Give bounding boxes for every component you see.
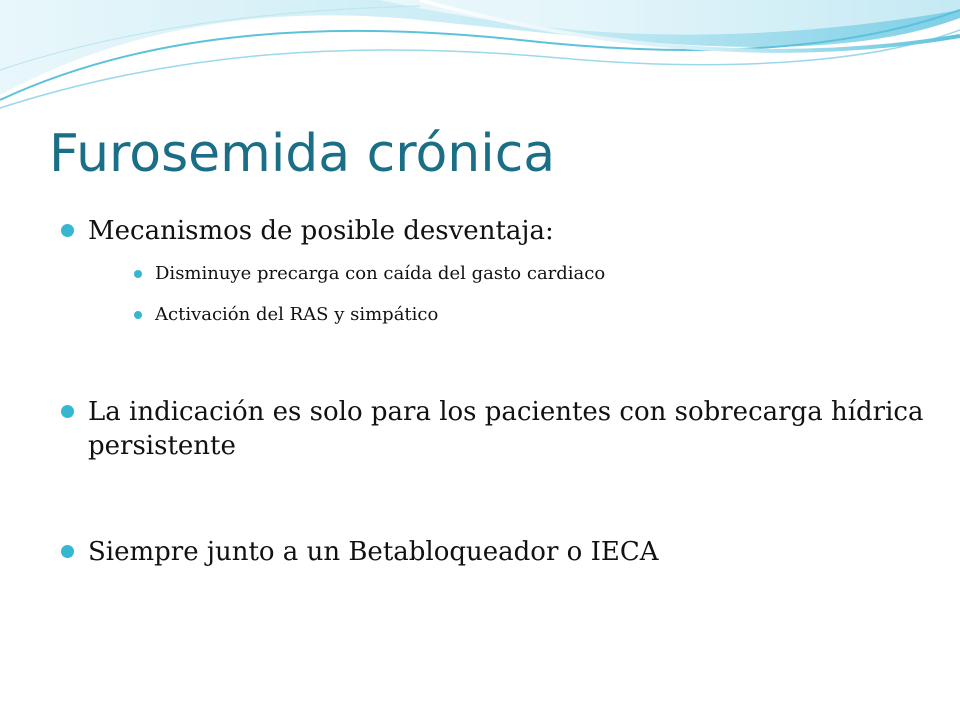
sub-bullet-marker bbox=[134, 270, 142, 278]
sub-bullet-marker bbox=[134, 311, 142, 319]
bullet-marker bbox=[61, 405, 74, 418]
bullet-marker bbox=[61, 545, 74, 558]
bullet-text: La indicación es solo para los pacientes con sobrecarga hídrica persistente bbox=[88, 397, 924, 461]
sub-bullet-text: Disminuye precarga con caída del gasto cardiaco bbox=[155, 263, 606, 284]
header-wave-decoration bbox=[0, 0, 960, 120]
slide-title: Furosemida crónica bbox=[49, 124, 556, 184]
bullet-marker bbox=[61, 224, 74, 237]
sub-bullet-text: Activación del RAS y simpático bbox=[155, 304, 439, 325]
bullet-text: Siempre junto a un Betabloqueador o IECA bbox=[88, 537, 659, 567]
bullet-text: Mecanismos de posible desventaja: bbox=[88, 216, 554, 246]
